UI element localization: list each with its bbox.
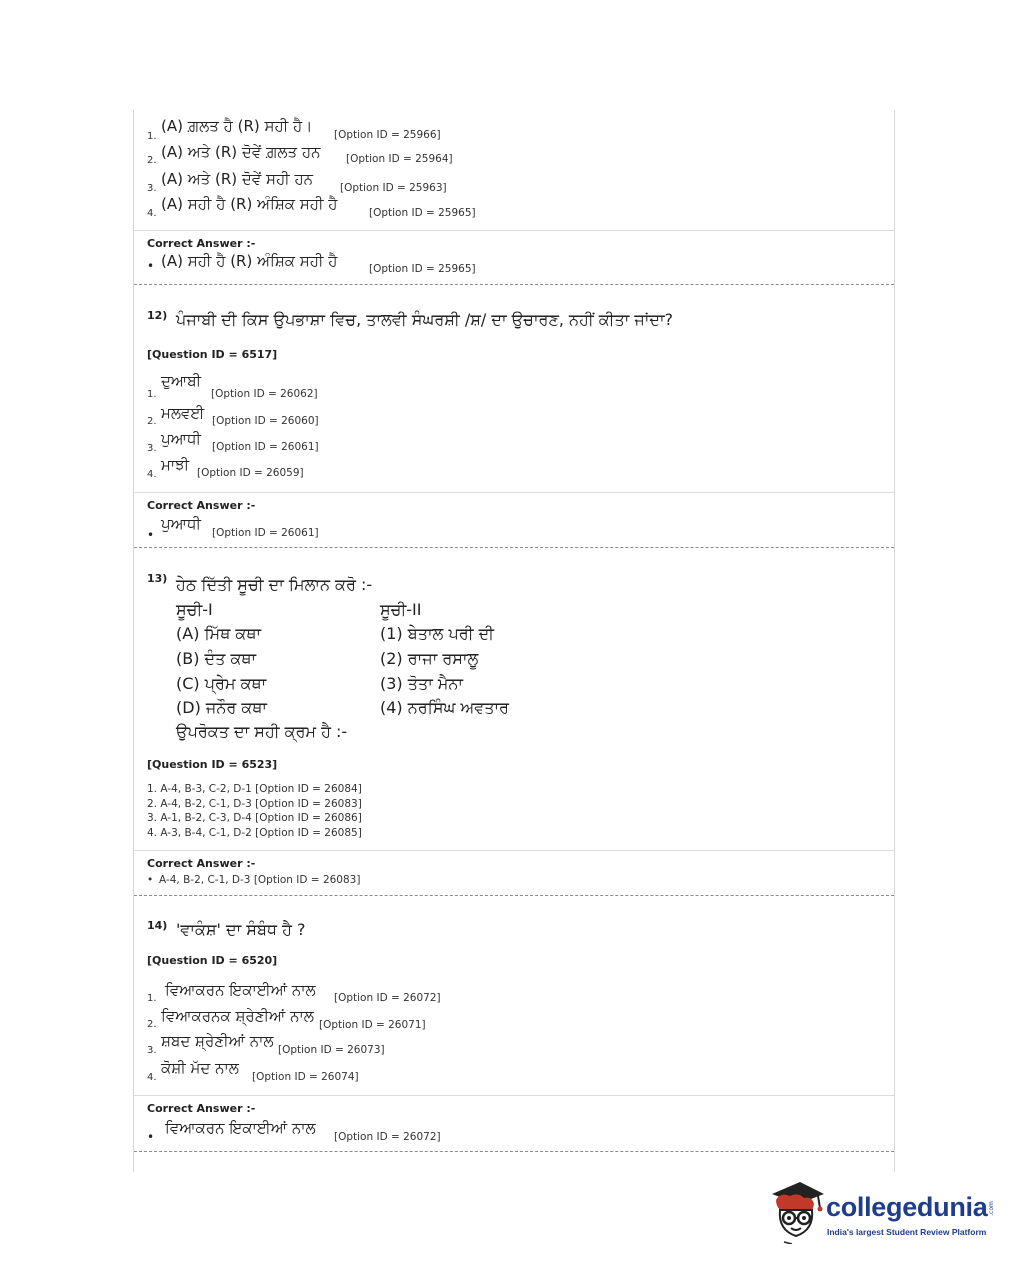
option-line: 4. A-3, B-4, C-1, D-2 [Option ID = 26085]: [147, 827, 362, 839]
option-id: [Option ID = 26061]: [212, 441, 319, 453]
option-number: 3.: [147, 1045, 157, 1056]
answer-bullet: •: [147, 259, 155, 273]
answer-bullet: •: [147, 528, 155, 542]
option-text: ਸ਼ਬਦ ਸ਼੍ਰੇਣੀਆਂ ਨਾਲ: [161, 1032, 274, 1050]
option-id: [Option ID = 25964]: [346, 153, 453, 165]
divider: [134, 230, 894, 231]
correct-answer-label: Correct Answer :-: [147, 857, 256, 870]
answer-bullet: •: [147, 874, 154, 886]
collegedunia-logo: [768, 1178, 998, 1248]
question-closing: ਉਪਰੋਕਤ ਦਾ ਸਹੀ ਕ੍ਰਮ ਹੈ :-: [176, 722, 348, 741]
option-number: 1.: [147, 131, 157, 142]
divider: [134, 1095, 894, 1096]
question-paper-page: [133, 110, 895, 1172]
option-number: 2.: [147, 155, 157, 166]
list2-item: (3) ਤੋਤਾ ਮੈਨਾ: [380, 674, 463, 693]
list1-item: (A) ਮਿੱਥ ਕਥਾ: [176, 624, 262, 643]
question-divider: [134, 895, 894, 896]
option-text: ਕੋਸ਼ੀ ਮੱਦ ਨਾਲ: [161, 1059, 239, 1077]
option-id: [Option ID = 25966]: [334, 129, 441, 141]
divider: [134, 492, 894, 493]
option-text: ਦੁਆਬੀ: [161, 372, 202, 390]
option-line: 1. A-4, B-3, C-2, D-1 [Option ID = 26084]: [147, 783, 362, 795]
option-id: [Option ID = 26060]: [212, 415, 319, 427]
answer-option-id: [Option ID = 25965]: [369, 263, 476, 275]
option-number: 1.: [147, 389, 157, 400]
option-line: 2. A-4, B-2, C-1, D-3 [Option ID = 26083]: [147, 798, 362, 810]
question-id: [Question ID = 6520]: [147, 954, 278, 967]
option-text: ਮਾਝੀ: [161, 456, 190, 474]
question-text: ਪੰਜਾਬੀ ਦੀ ਕਿਸ ਉਪਭਾਸ਼ਾ ਵਿਚ, ਤਾਲਵੀ ਸੰਘਰਸ਼ੀ /ਸ਼/ ਦਾ ਉਚਾਰਣ, ਨਹੀਂ ਕੀਤਾ ਜਾਂਦਾ?: [176, 310, 674, 329]
option-text: (A) ਅਤੇ (R) ਦੋਵੇਂ ਸਹੀ ਹਨ: [161, 170, 314, 188]
list1-item: (C) ਪ੍ਰੇਮ ਕਥਾ: [176, 674, 267, 693]
answer-text: (A) ਸਹੀ ਹੈ (R) ਅੰਸ਼ਿਕ ਸਹੀ ਹੈ: [161, 252, 338, 270]
list2-item: (4) ਨਰਸਿੰਘ ਅਵਤਾਰ: [380, 698, 509, 717]
option-text: (A) ਅਤੇ (R) ਦੋਵੇਂ ਗ਼ਲਤ ਹਨ: [161, 143, 321, 161]
answer-text: ਵਿਆਕਰਨ ਇਕਾਈਆਂ ਨਾਲ: [165, 1119, 316, 1137]
question-divider: [134, 547, 894, 548]
question-divider: [134, 284, 894, 285]
list1-item: (D) ਜਨੌਰ ਕਥਾ: [176, 698, 267, 717]
option-text: (A) ਗ਼ਲਤ ਹੈ (R) ਸਹੀ ਹੈ।: [161, 117, 313, 135]
divider: [134, 850, 894, 851]
answer-bullet: •: [147, 1130, 155, 1144]
question-text: ਹੇਠ ਦਿੱਤੀ ਸੂਚੀ ਦਾ ਮਿਲਾਨ ਕਰੋ :-: [176, 575, 373, 594]
option-number: 1.: [147, 993, 157, 1004]
list2-title: ਸੂਚੀ-II: [380, 600, 422, 619]
answer-text: A-4, B-2, C-1, D-3 [Option ID = 26083]: [159, 874, 361, 886]
question-id: [Question ID = 6523]: [147, 758, 278, 771]
option-number: 3.: [147, 443, 157, 454]
option-text: ਵਿਆਕਰਨ ਇਕਾਈਆਂ ਨਾਲ: [165, 981, 316, 999]
correct-answer-label: Correct Answer :-: [147, 1102, 256, 1115]
option-id: [Option ID = 26072]: [334, 992, 441, 1004]
correct-answer-label: Correct Answer :-: [147, 499, 256, 512]
option-id: [Option ID = 26073]: [278, 1044, 385, 1056]
list1-item: (B) ਦੰਤ ਕਥਾ: [176, 649, 257, 668]
question-divider: [134, 1151, 894, 1152]
option-number: 3.: [147, 183, 157, 194]
list1-title: ਸੂਚੀ-I: [176, 600, 213, 619]
option-text: ਪੁਆਧੀ: [161, 430, 201, 448]
question-number: 12): [147, 309, 168, 322]
logo-tagline: India's largest Student Review Platform: [827, 1227, 987, 1237]
option-number: 2.: [147, 416, 157, 427]
answer-option-id: [Option ID = 26072]: [334, 1131, 441, 1143]
logo-suffix: .com: [987, 1201, 995, 1216]
option-id: [Option ID = 26074]: [252, 1071, 359, 1083]
answer-option-id: [Option ID = 26061]: [212, 527, 319, 539]
option-id: [Option ID = 25965]: [369, 207, 476, 219]
option-text: ਵਿਆਕਰਨਕ ਸ਼੍ਰੇਣੀਆਂ ਨਾਲ: [161, 1007, 314, 1025]
student-mascot-icon: [768, 1178, 826, 1244]
option-id: [Option ID = 26071]: [319, 1019, 426, 1031]
option-id: [Option ID = 26059]: [197, 467, 304, 479]
answer-text: ਪੁਆਧੀ: [161, 515, 201, 533]
option-line: 3. A-1, B-2, C-3, D-4 [Option ID = 26086]: [147, 812, 362, 824]
option-id: [Option ID = 26062]: [211, 388, 318, 400]
option-number: 4.: [147, 1072, 157, 1083]
correct-answer-label: Correct Answer :-: [147, 237, 256, 250]
option-id: [Option ID = 25963]: [340, 182, 447, 194]
list2-item: (1) ਬੇਤਾਲ ਪਰੀ ਦੀ: [380, 624, 495, 643]
logo-wordmark: collegedunia: [826, 1192, 988, 1222]
question-text: 'ਵਾਕੰਸ਼' ਦਾ ਸੰਬੰਧ ਹੈ ?: [176, 920, 306, 939]
option-text: (A) ਸਹੀ ਹੈ (R) ਅੰਸ਼ਿਕ ਸਹੀ ਹੈ: [161, 195, 338, 213]
option-number: 2.: [147, 1019, 157, 1030]
question-id: [Question ID = 6517]: [147, 348, 278, 361]
option-text: ਮਲਵਈ: [161, 404, 205, 422]
option-number: 4.: [147, 469, 157, 480]
option-number: 4.: [147, 208, 157, 219]
list2-item: (2) ਰਾਜਾ ਰਸਾਲੂ: [380, 649, 479, 668]
question-number: 13): [147, 572, 168, 585]
question-number: 14): [147, 919, 168, 932]
